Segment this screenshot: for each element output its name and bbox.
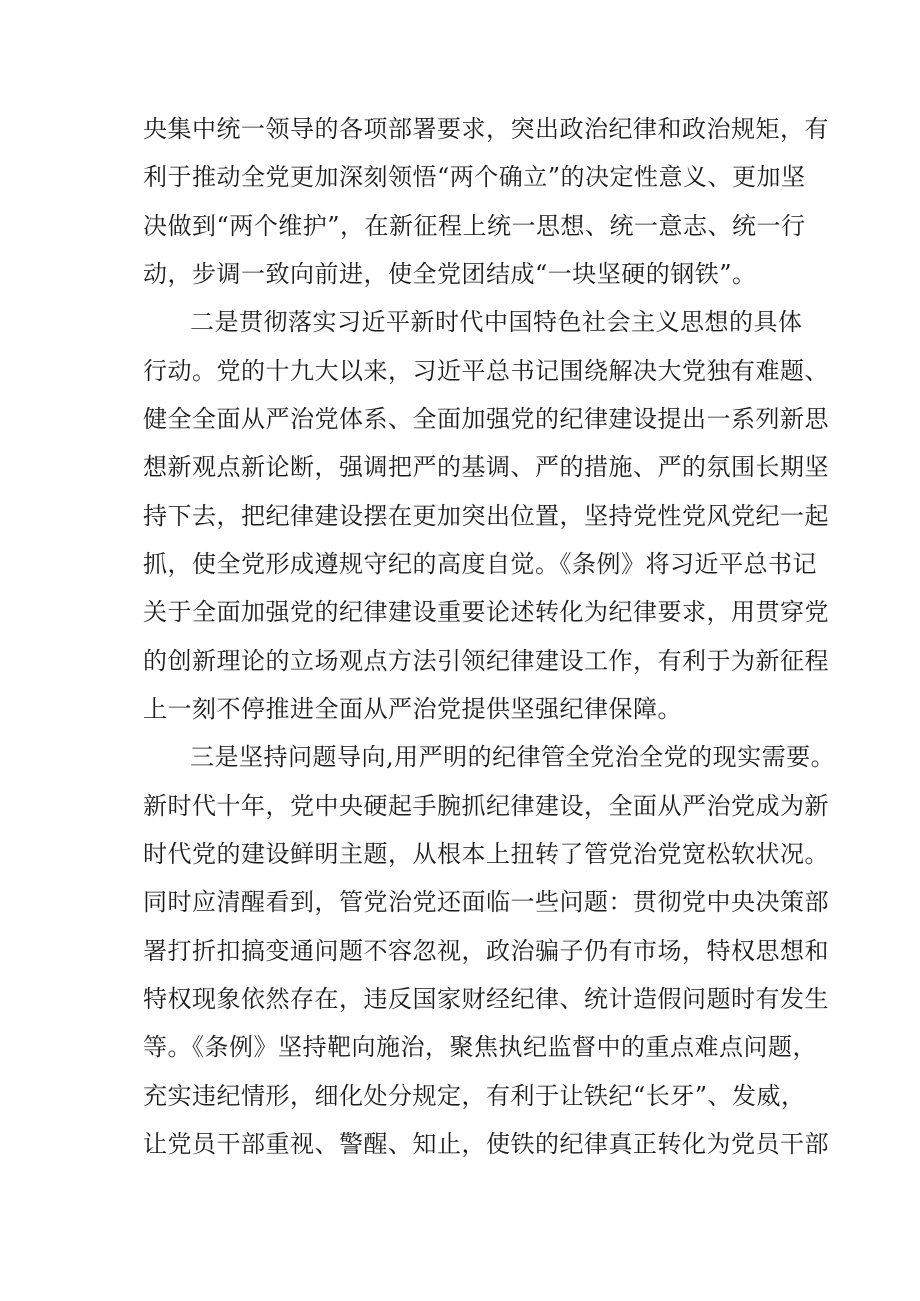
text-line: 决做到“两个维护”，在新征程上统一思想、统一意志、统一行 [143,212,806,240]
text-line: 等。《条例》坚持靶向施治，聚焦执纪监督中的重点难点问题， [143,1033,817,1061]
text-line: 抓，使全党形成遵规守纪的高度自觉。《条例》将习近平总书记 [143,550,817,578]
text-line: 央集中统一领导的各项部署要求，突出政治纪律和政治规矩，有 [143,115,829,143]
paragraph-first-line: 二是贯彻落实习近平新时代中国特色社会主义思想的具体 [190,308,803,336]
text-line: 关于全面加强党的纪律建设重要论述转化为纪律要求，用贯穿党 [143,598,829,626]
text-line: 动，步调一致向前进，使全党团结成“一块坚硬的钢铁”。 [143,260,757,288]
text-line: 上一刻不停推进全面从严治党提供坚强纪律保障。 [143,695,682,723]
paragraph-first-line: 三是坚持问题导向,用严明的纪律管全党治全党的现实需要。 [190,743,836,771]
text-line: 行动。党的十九大以来，习近平总书记围绕解决大党独有难题、 [143,357,829,385]
text-line: 想新观点新论断，强调把严的基调、严的措施、严的氛围长期坚 [143,453,829,481]
text-line: 充实违纪情形，细化处分规定，有利于让铁纪“长牙”、发威， [143,1082,806,1110]
text-line: 的创新理论的立场观点方法引领纪律建设工作，有利于为新征程 [143,647,829,675]
text-line: 时代党的建设鲜明主题，从根本上扭转了管党治党宽松软状况。 [143,840,829,868]
text-line: 持下去，把纪律建设摆在更加突出位置，坚持党性党风党纪一起 [143,502,829,530]
text-line: 利于推动全党更加深刻领悟“两个确立”的决定性意义、更加坚 [143,163,806,191]
text-line: 署打折扣搞变通问题不容忽视，政治骗子仍有市场，特权思想和 [143,937,829,965]
text-line: 同时应清醒看到，管党治党还面临一些问题：贯彻党中央决策部 [143,888,829,916]
text-line: 新时代十年，党中央硬起手腕抓纪律建设，全面从严治党成为新 [143,792,829,820]
text-line: 特权现象依然存在，违反国家财经纪律、统计造假问题时有发生 [143,985,829,1013]
text-line: 健全全面从严治党体系、全面加强党的纪律建设提出一系列新思 [143,405,829,433]
text-line: 让党员干部重视、警醒、知止，使铁的纪律真正转化为党员干部 [143,1130,829,1158]
